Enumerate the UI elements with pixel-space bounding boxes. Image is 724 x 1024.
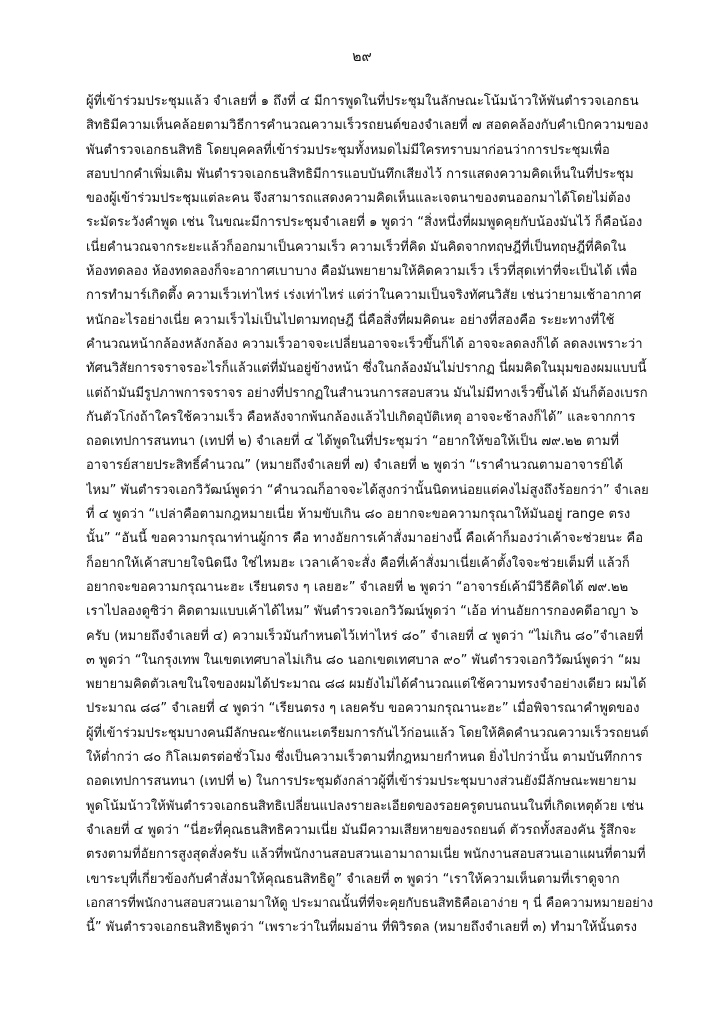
text-line: ๓ พูดว่า “ในกรุงเทพ ในเขตเทศบาลไม่เกิน ๘๐ นอกเขตเทศบาล ๙๐” พันตำรวจเอกวิวัฒน์พูดว่า “ผม xyxy=(86,652,641,668)
text-line: เขาระบุที่เกี่ยวข้องกับคำสั่งมาให้คุณธนสิทธิดู” จำเลยที่ ๓ พูดว่า “เราให้ความเห็นตามที่เราดูจาก xyxy=(86,871,620,887)
page-number: ๒๙ xyxy=(352,49,372,65)
text-line: ผู้ที่เข้าร่วมประชุมบางคนมีลักษณะชักแนะเตรียมการกันไว้ก่อนแล้ว โดยให้คิดคำนวณความเร็วรถยนต์ xyxy=(86,725,649,741)
text-line: นี้” พันตำรวจเอกธนสิทธิพูดว่า “เพราะว่าในที่ผมอ่าน ที่พิวิรดล (หมายถึงจำเลยที่ ๓) ทำมาให้นั้นตรง xyxy=(86,920,637,936)
text-line: แต่ถ้ามันมีรูปภาพการจราจร อย่างที่ปรากฏในสำนวนการสอบสวน มันไม่มีทางเร็วขึ้นได้ มันก็ต้องเบรก xyxy=(86,385,648,401)
text-line: หนักอะไรอย่างเนี่ย ความเร็วไม่เป็นไปตามทฤษฎี นี่คือสิ่งที่ผมคิดนะ อย่างที่สองคือ ระยะทางที่ใช้ xyxy=(86,312,615,328)
text-line: เอกสารที่พนักงานสอบสวนเอามาให้ดู ประมาณนั้นที่ที่จะคุยกับธนสิทธิคือเอาง่าย ๆ นี่ คือความหมายอย่าง xyxy=(86,895,654,911)
body-paragraph xyxy=(86,90,654,940)
text-line: พยายามคิดตัวเลขในใจของผมได้ประมาณ ๘๘ ผมยังไม่ได้คำนวณแต่ใช้ความทรงจำอย่างเดียว ผมได้ xyxy=(86,677,647,693)
text-line: ก็อยากให้เค้าสบายใจนิดนึง ใช่ไหมฮะ เวลาเค้าจะสั่ง คือที่เค้าสั่งมาเนี่ยเค้าตั้งใจจะช่วยเต็มที่ แล้วก็ xyxy=(86,555,630,571)
text-line: ระมัดระวังคำพูด เช่น ในขณะมีการประชุมจำเลยที่ ๑ พูดว่า “สิ่งหนึ่งที่ผมพูดคุยกับน้องมันไว้ ก็คือน้อง xyxy=(86,215,643,231)
text-line: เนี่ยคำนวณจากระยะแล้วก็ออกมาเป็นความเร็ว ความเร็วที่คิด มันคิดจากทฤษฎีที่เป็นทฤษฎีที่คิดใน xyxy=(86,239,627,255)
text-line: ทัศนวิสัยการจราจรอะไรก็แล้วแต่ที่มันอยู่ข้างหน้า ซึ่งในกล้องมันไม่ปรากฏ นี่ผมคิดในมุมของผมแบบนี้ xyxy=(86,361,647,377)
text-line: ให้ต่ำกว่า ๘๐ กิโลเมตรต่อชั่วโมง ซึ่งเป็นความเร็วตามที่กฎหมายกำหนด ยิ่งไปกว่านั้น ตามบันทึกการ xyxy=(86,750,643,766)
text-line: ที่ ๔ พูดว่า “เปล่าคือตามกฎหมายเนี่ย ห้ามขับเกิน ๘๐ อยากจะขอความกรุณาให้มันอยู่ range ตรง xyxy=(86,507,631,523)
text-line: ครับ (หมายถึงจำเลยที่ ๔) ความเร็วมันกำหนดไว้เท่าไหร่ ๘๐” จำเลยที่ ๔ พูดว่า “ไม่เกิน ๘๐”จำเลยที่ xyxy=(86,628,644,644)
text-line: สอบปากคำเพิ่มเติม พันตำรวจเอกธนสิทธิมีการแอบบันทึกเสียงไว้ การแสดงความคิดเห็นในที่ประชุม xyxy=(86,166,634,182)
text-line: ผู้ที่เข้าร่วมประชุมแล้ว จำเลยที่ ๑ ถึงที่ ๔ มีการพูดในที่ประชุมในลักษณะโน้มน้าวให้พันตำรวจเอกธน xyxy=(86,94,639,109)
text-line: การทำมาร์เกิดตึ้ง ความเร็วเท่าไหร่ เร่งเท่าไหร่ แต่ว่าในความเป็นจริงทัศนวิสัย เช่นว่ายามเช้าอากาศ xyxy=(86,288,642,304)
text-line: สิทธิมีความเห็นคล้อยตามวิธีการคำนวณความเร็วรถยนต์ของจำเลยที่ ๗ สอดคล้องกับคำเบิกความของ xyxy=(86,118,649,134)
text-line: ไหม” พันตำรวจเอกวิวัฒน์พูดว่า “คำนวณก็อาจจะได้สูงกว่านั้นนิดหน่อยแต่คงไม่สูงถึงร้อยกว่า” จำเลย xyxy=(86,482,649,498)
text-line: อาจารย์สายประสิทธิ์คำนวณ” (หมายถึงจำเลยที่ ๗) จำเลยที่ ๒ พูดว่า “เราคำนวณตามอาจารย์ได้ xyxy=(86,458,623,474)
text-line: พันตำรวจเอกธนสิทธิ โดยบุคคลที่เข้าร่วมประชุมทั้งหมดไม่มีใครทราบมาก่อนว่าการประชุมเพื่อ xyxy=(86,142,610,158)
text-line: ถอดเทปการสนทนา (เทปที่ ๒) ในการประชุมดังกล่าวผู้ที่เข้าร่วมประชุมบางส่วนยังมีลักษณะพยายาม xyxy=(86,774,637,790)
text-line: กันตัวโก่งถ้าใครใช้ความเร็ว คือหลังจากพ้นกล้องแล้วไปเกิดอุบัติเหตุ อาจจะช้าลงก็ได้” และจากการ xyxy=(86,409,636,425)
text-line: เราไปลองดูซิว่า คิดตามแบบเค้าได้ไหม” พันตำรวจเอกวิวัฒน์พูดว่า “เอ้อ ท่านอัยการกองคดีอาญา ๖ xyxy=(86,604,639,620)
text-line: อยากจะขอความกรุณานะฮะ เรียนตรง ๆ เลยฮะ” จำเลยที่ ๒ พูดว่า “อาจารย์เค้ามีวิธีคิดได้ ๗๙.๒๒ xyxy=(86,579,629,595)
text-line: จำเลยที่ ๔ พูดว่า “นี่ฮะที่คุณธนสิทธิความเนี่ย มันมีความเสียหายของรถยนต์ ตัวรถทั้งสองคัน รู้สึกจะ xyxy=(86,822,637,838)
text-line: ตรงตามที่อัยการสูงสุดสั่งครับ แล้วที่พนักงานสอบสวนเอามาถามเนี่ย พนักงานสอบสวนเอาแผนที่ตามที่ xyxy=(86,847,646,863)
text-line: นั้น” “อันนี้ ขอความกรุณาท่านผู้การ คือ ทางอัยการเค้าสั่งมาอย่างนี้ คือเค้าก็มองว่าเค้าจะช่วยนะ คือ xyxy=(86,531,644,547)
text-line: ถอดเทปการสนทนา (เทปที่ ๒) จำเลยที่ ๔ ได้พูดในที่ประชุมว่า “อยากให้ขอให้เป็น ๗๙.๒๒ ตามที่ xyxy=(86,434,619,450)
text-line: ของผู้เข้าร่วมประชุมแต่ละคน จึงสามารถแสดงความคิดเห็นและเจตนาของตนออกมาได้โดยไม่ต้อง xyxy=(86,191,631,207)
text-line: ประมาณ ๘๘” จำเลยที่ ๔ พูดว่า “เรียนตรง ๆ เลยครับ ขอความกรุณานะฮะ” เมื่อพิจารณาคำพูดของ xyxy=(86,701,640,717)
text-line: คำนวณหน้ากล้องหลังกล้อง ความเร็วอาจจะเปลี่ยนอาจจะเร็วขึ้นก็ได้ อาจจะลดลงก็ได้ ลดลงเพราะว่า xyxy=(86,336,643,352)
text-line: ห้องทดลอง ห้องทดลองก็จะอากาศเบาบาง คือมันพยายามให้คิดความเร็ว เร็วที่สุดเท่าที่จะเป็นได้ เพื่อ xyxy=(86,264,638,280)
text-line: พูดโน้มน้าวให้พันตำรวจเอกธนสิทธิเปลี่ยนแปลงรายละเอียดของรอยครูดบนถนนในที่เกิดเหตุด้วย เช่น xyxy=(86,798,644,814)
